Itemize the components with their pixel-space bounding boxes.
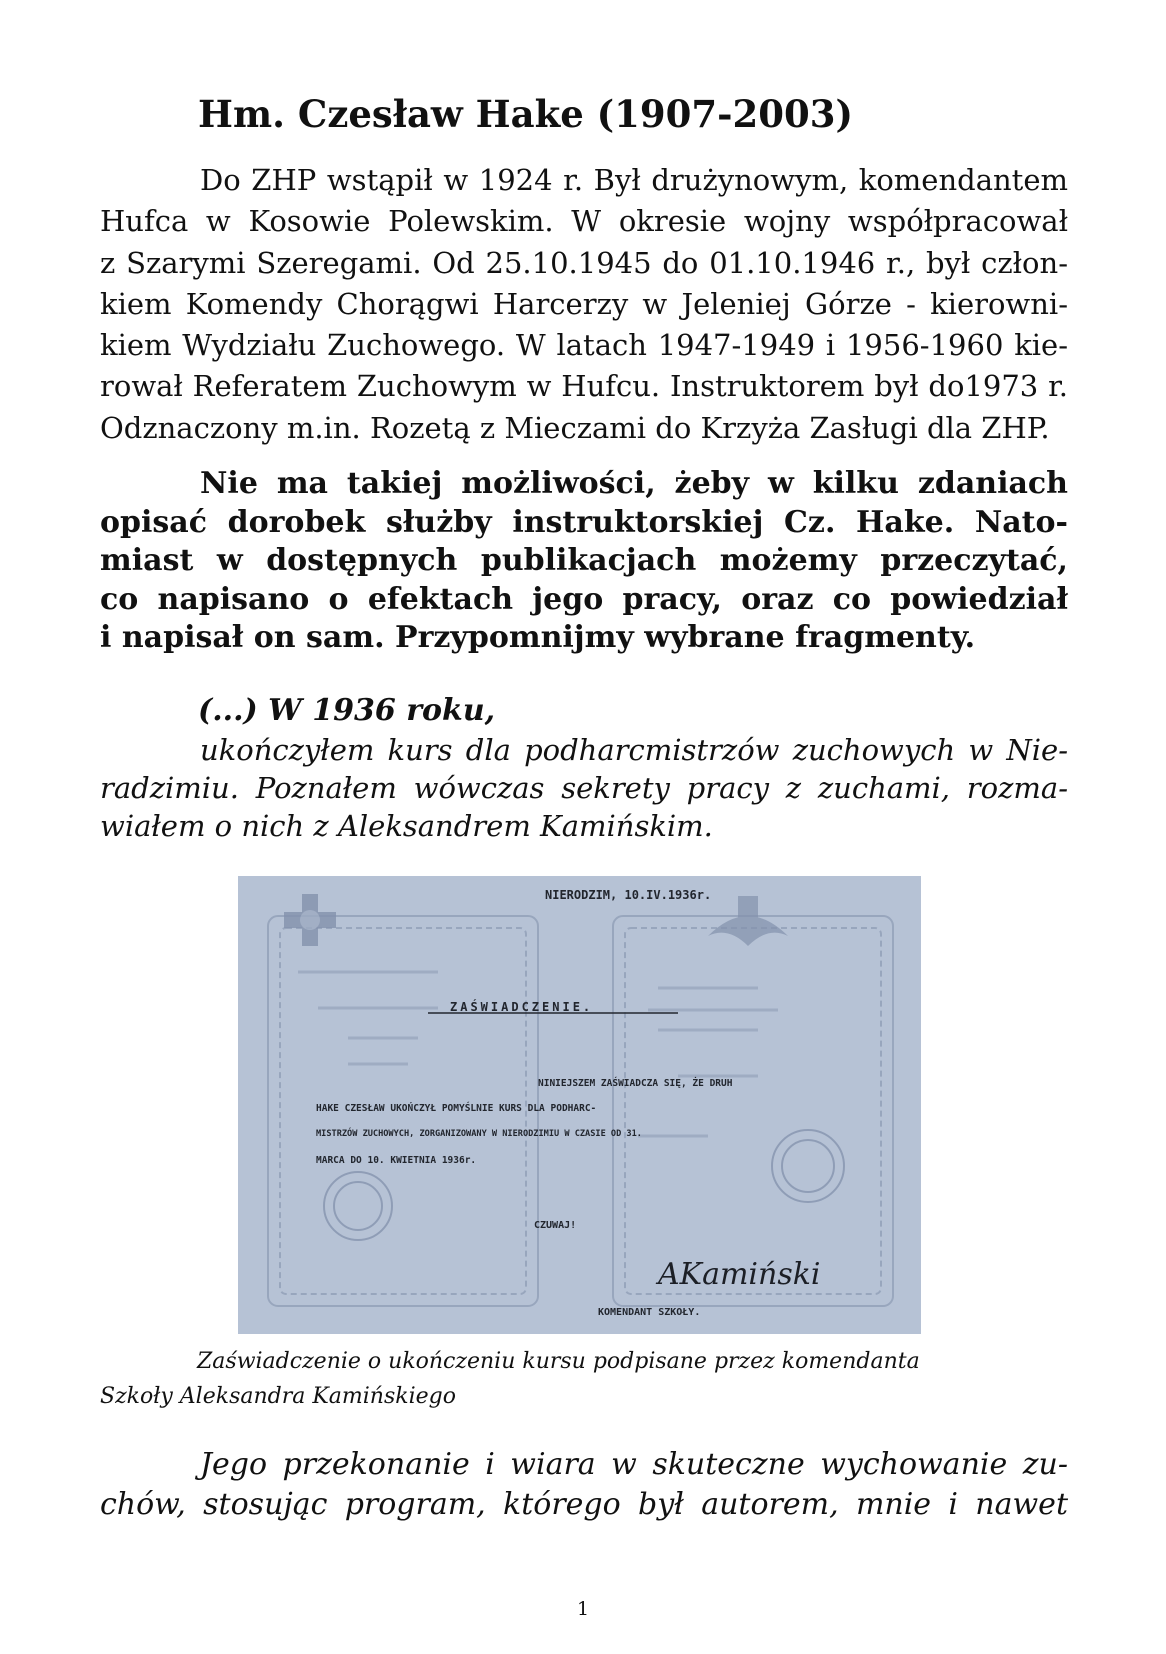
caption-line: Zaświadczenie o ukończeniu kursu podpisane przez komendanta (197, 1349, 920, 1374)
quote-paragraph (100, 731, 1068, 845)
closing-paragraph (100, 1445, 1068, 1525)
caption-line: Szkoły Aleksandra Kamińskiego (100, 1384, 456, 1409)
certificate-image (238, 876, 921, 1334)
certificate-svg (238, 876, 921, 1334)
biography-line: rował Referatem Zuchowym w Hufcu. Instruktorem był do1973 r. (100, 369, 1068, 404)
quote-heading: (...) W 1936 roku, (198, 693, 496, 728)
certificate-greeting: CZUWAJ! (534, 1220, 577, 1231)
closing-line: Jego przekonanie i wiara w skuteczne wychowanie zu- (200, 1447, 1068, 1482)
quote-line: radzimiu. Poznałem wówczas sekrety pracy z zuchami, rozma- (100, 771, 1068, 805)
intro-line: i napisał on sam. Przypomnijmy wybrane fragmenty. (100, 620, 976, 655)
certificate-signer-title: KOMENDANT SZKOŁY. (598, 1307, 701, 1318)
biography-paragraph (100, 160, 1068, 449)
page-title: Hm. Czesław Hake (1907-2003) (198, 92, 853, 136)
biography-line: Hufca w Kosowie Polewskim. W okresie wojny współpracował (100, 204, 1068, 239)
certificate-body-line: HAKE CZESŁAW UKOŃCZYŁ POMYŚLNIE KURS DLA PODHARC- (316, 1103, 597, 1114)
certificate-heading: ZAŚWIADCZENIE. (450, 1000, 594, 1014)
intro-line: miast w dostępnych publikacjach możemy przeczytać, (100, 543, 1068, 578)
page-number: 1 (576, 1598, 590, 1620)
intro-line: opisać dorobek służby instruktorskiej Cz. Hake. Nato- (100, 504, 1068, 540)
certificate-signature: AKamiński (658, 1257, 821, 1292)
intro-paragraph (100, 465, 1068, 658)
intro-line: Nie ma takiej możliwości, żeby w kilku zdaniach (200, 466, 1068, 501)
biography-line: z Szarymi Szeregami. Od 25.10.1945 do 01.10.1946 r., był człon- (100, 245, 1068, 280)
biography-line: Do ZHP wstąpił w 1924 r. Był drużynowym, komendantem (200, 163, 1068, 197)
certificate-body-line: MARCA DO 10. KWIETNIA 1936r. (316, 1155, 477, 1166)
certificate-body-line: NINIEJSZEM ZAŚWIADCZA SIĘ, ŻE DRUH (538, 1078, 733, 1089)
quote-line: ukończyłem kurs dla podharcmistrzów zuchowych w Nie- (200, 733, 1068, 767)
certificate-place-date: NIERODZIM, 10.IV.1936r. (545, 888, 712, 902)
biography-line: Odznaczony m.in. Rozetą z Mieczami do Krzyża Zasługi dla ZHP. (100, 410, 1050, 445)
intro-line: co napisano o efektach jego pracy, oraz co powiedział (100, 581, 1068, 617)
certificate-body-line: MISTRZÓW ZUCHOWYCH, ZORGANIZOWANY W NIERODZIMIU W CZASIE OD 31. (316, 1129, 642, 1139)
figure-caption (100, 1344, 1068, 1414)
closing-line: chów, stosując program, którego był autorem, mnie i nawet (100, 1487, 1068, 1522)
biography-line: kiem Komendy Chorągwi Harcerzy w Jeleniej Górze - kierowni- (100, 286, 1068, 321)
biography-line: kiem Wydziału Zuchowego. W latach 1947-1949 i 1956-1960 kie- (100, 328, 1068, 363)
quote-line: wiałem o nich z Aleksandrem Kamińskim. (100, 809, 713, 843)
